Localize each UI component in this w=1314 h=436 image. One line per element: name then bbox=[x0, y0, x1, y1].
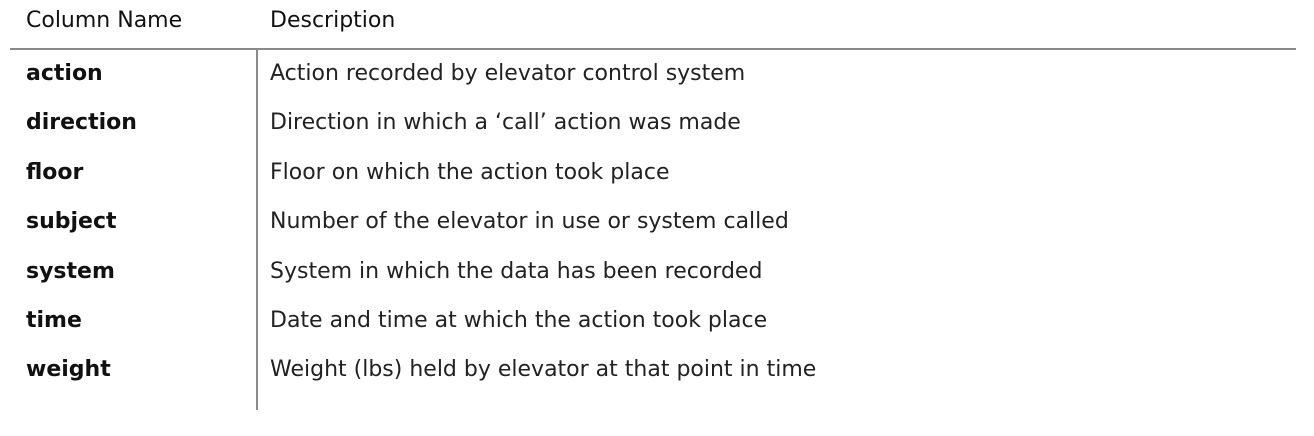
column-name-cell: subject bbox=[26, 209, 117, 235]
table-header bbox=[0, 0, 1296, 50]
header-description: Description bbox=[270, 8, 396, 33]
table-row bbox=[0, 303, 1296, 352]
column-name-cell: direction bbox=[26, 110, 137, 136]
column-name-cell: system bbox=[26, 258, 115, 284]
table-row bbox=[0, 105, 1296, 154]
table-body bbox=[0, 56, 1296, 402]
description-cell: Number of the elevator in use or system called bbox=[270, 209, 789, 235]
column-name-cell: weight bbox=[26, 357, 111, 383]
header-divider bbox=[10, 48, 1296, 50]
description-cell: Direction in which a ‘call’ action was made bbox=[270, 110, 741, 136]
column-name-cell: floor bbox=[26, 159, 84, 185]
table-row bbox=[0, 56, 1296, 105]
table-row bbox=[0, 204, 1296, 253]
table-row bbox=[0, 254, 1296, 303]
table-row bbox=[0, 352, 1296, 401]
table-row bbox=[0, 155, 1296, 204]
column-name-cell: time bbox=[26, 307, 82, 333]
description-cell: Action recorded by elevator control system bbox=[270, 61, 746, 86]
description-cell: Floor on which the action took place bbox=[270, 159, 670, 185]
header-column-name: Column Name bbox=[26, 8, 183, 33]
column-name-cell: action bbox=[26, 61, 103, 86]
description-cell: Date and time at which the action took place bbox=[270, 307, 768, 333]
description-cell: Weight (lbs) held by elevator at that point in time bbox=[270, 357, 817, 383]
description-cell: System in which the data has been recorded bbox=[270, 258, 763, 284]
